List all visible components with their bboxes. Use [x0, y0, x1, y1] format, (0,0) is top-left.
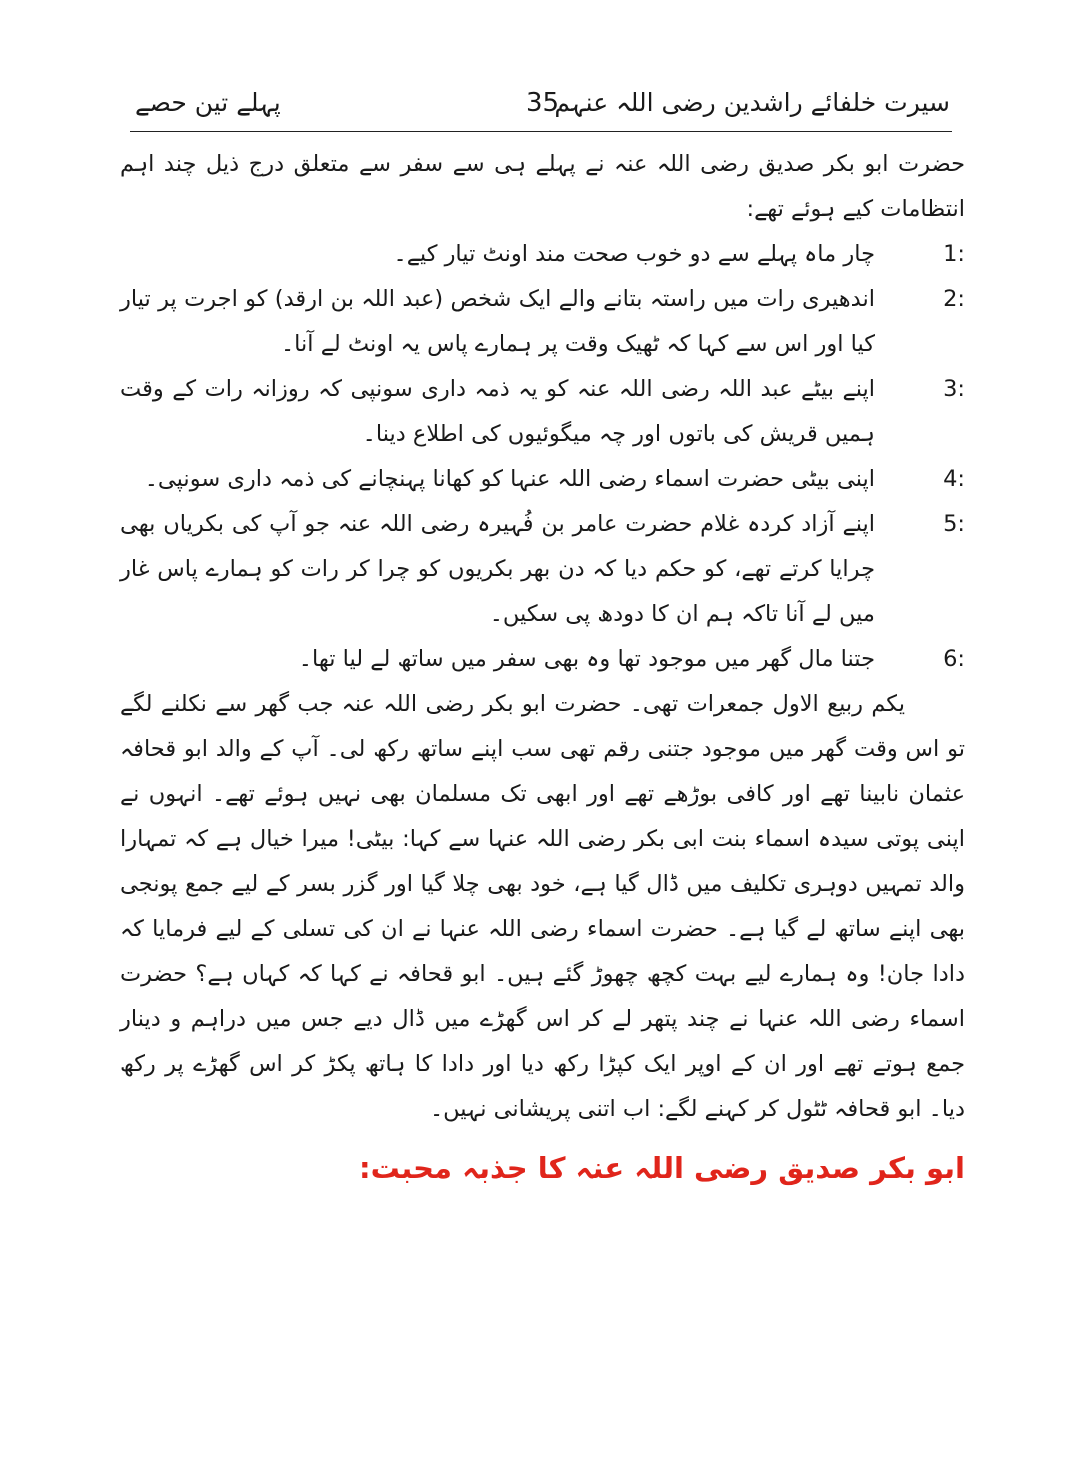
item-number: 6: [943, 646, 965, 672]
page-number: 35 [525, 88, 560, 118]
header-divider [130, 131, 952, 132]
item-text: اندھیری رات میں راستہ بتانے والے ایک شخص (عبد اللہ بن ارقد) کو اجرت پر تیار کیا اور اس سے کہا کہ ٹھیک وقت پر ہمارے پاس یہ اونٹ لے آنا۔ [120, 286, 875, 357]
item-number: 5: [943, 511, 965, 537]
list-item [120, 367, 965, 457]
list-item [120, 277, 965, 367]
list-item [120, 457, 965, 502]
page-header [135, 88, 950, 128]
list-item [120, 502, 965, 637]
intro-paragraph: حضرت ابو بکر صدیق رضی اللہ عنہ نے پہلے ہی سے سفر سے متعلق درج ذیل چند اہم انتظامات کیے ہوئے تھے: [120, 151, 965, 222]
list-item [120, 232, 965, 277]
item-text: چار ماہ پہلے سے دو خوب صحت مند اونٹ تیار کیے۔ [393, 241, 875, 267]
item-number: 1: [943, 241, 965, 267]
section-title: پہلے تین حصے [135, 88, 281, 117]
item-text: اپنے بیٹے عبد اللہ رضی اللہ عنہ کو یہ ذمہ داری سونپی کہ روزانہ رات کے وقت ہمیں قریش کی باتوں اور چہ میگوئیوں کی اطلاع دینا۔ [120, 376, 875, 447]
item-text: اپنے آزاد کردہ غلام حضرت عامر بن فُہیرہ رضی اللہ عنہ جو آپ کی بکریاں بھی چرایا کرتے تھے، کو حکم دیا کہ دن بھر بکریوں کو چرا کر رات کو ہمارے پاس غار میں لے آنا تاکہ ہم ان کا دودھ پی سکیں۔ [120, 511, 875, 627]
page-body [120, 142, 965, 1192]
list-item [120, 637, 965, 682]
narrative-paragraph: یکم ربیع الاول جمعرات تھی۔ حضرت ابو بکر رضی اللہ عنہ جب گھر سے نکلنے لگے تو اس وقت گھر میں موجود جتنی رقم تھی سب اپنے ساتھ رکھ لی۔ آپ کے والد ابو قحافہ عثمان نابینا تھے اور کافی بوڑھے تھے اور ابھی تک مسلمان بھی نہیں ہوئے تھے۔ انہوں نے اپنی پوتی سیدہ اسماء بنت ابی بکر رضی اللہ عنہا سے کہا: بیٹی! میرا خیال ہے کہ تمہارا والد تمہیں دوہری تکلیف میں ڈال گیا ہے، خود بھی چلا گیا اور گزر بسر کے لیے جمع پونجی بھی اپنے ساتھ لے گیا ہے۔ حضرت اسماء رضی اللہ عنہا نے ان کی تسلی کے لیے فرمایا کہ دادا جان! وہ ہمارے لیے بہت کچھ چھوڑ گئے ہیں۔ ابو قحافہ نے کہا کہ کہاں ہے؟ حضرت اسماء رضی اللہ عنہا نے چند پتھر لے کر اس گھڑے میں ڈال دیے جس میں دراہم و دینار جمع ہوتے تھے اور ان کے اوپر ایک کپڑا رکھ دیا اور دادا کا ہاتھ پکڑ کر اس گھڑے پر رکھ دیا۔ ابو قحافہ ٹٹول کر کہنے لگے: اب اتنی پریشانی نہیں۔ [120, 691, 965, 1122]
arrangements-list [120, 232, 965, 682]
item-text: جتنا مال گھر میں موجود تھا وہ بھی سفر میں ساتھ لے لیا تھا۔ [298, 646, 875, 672]
item-number: 4: [943, 466, 965, 492]
item-number: 3: [943, 376, 965, 402]
book-title: سیرت خلفائے راشدین رضی اللہ عنہم [554, 88, 950, 117]
section-subheading: ابو بکر صدیق رضی اللہ عنہ کا جذبہ محبت: [358, 1151, 965, 1185]
item-number: 2: [943, 286, 965, 312]
item-text: اپنی بیٹی حضرت اسماء رضی اللہ عنہا کو کھانا پہنچانے کی ذمہ داری سونپی۔ [144, 466, 875, 492]
